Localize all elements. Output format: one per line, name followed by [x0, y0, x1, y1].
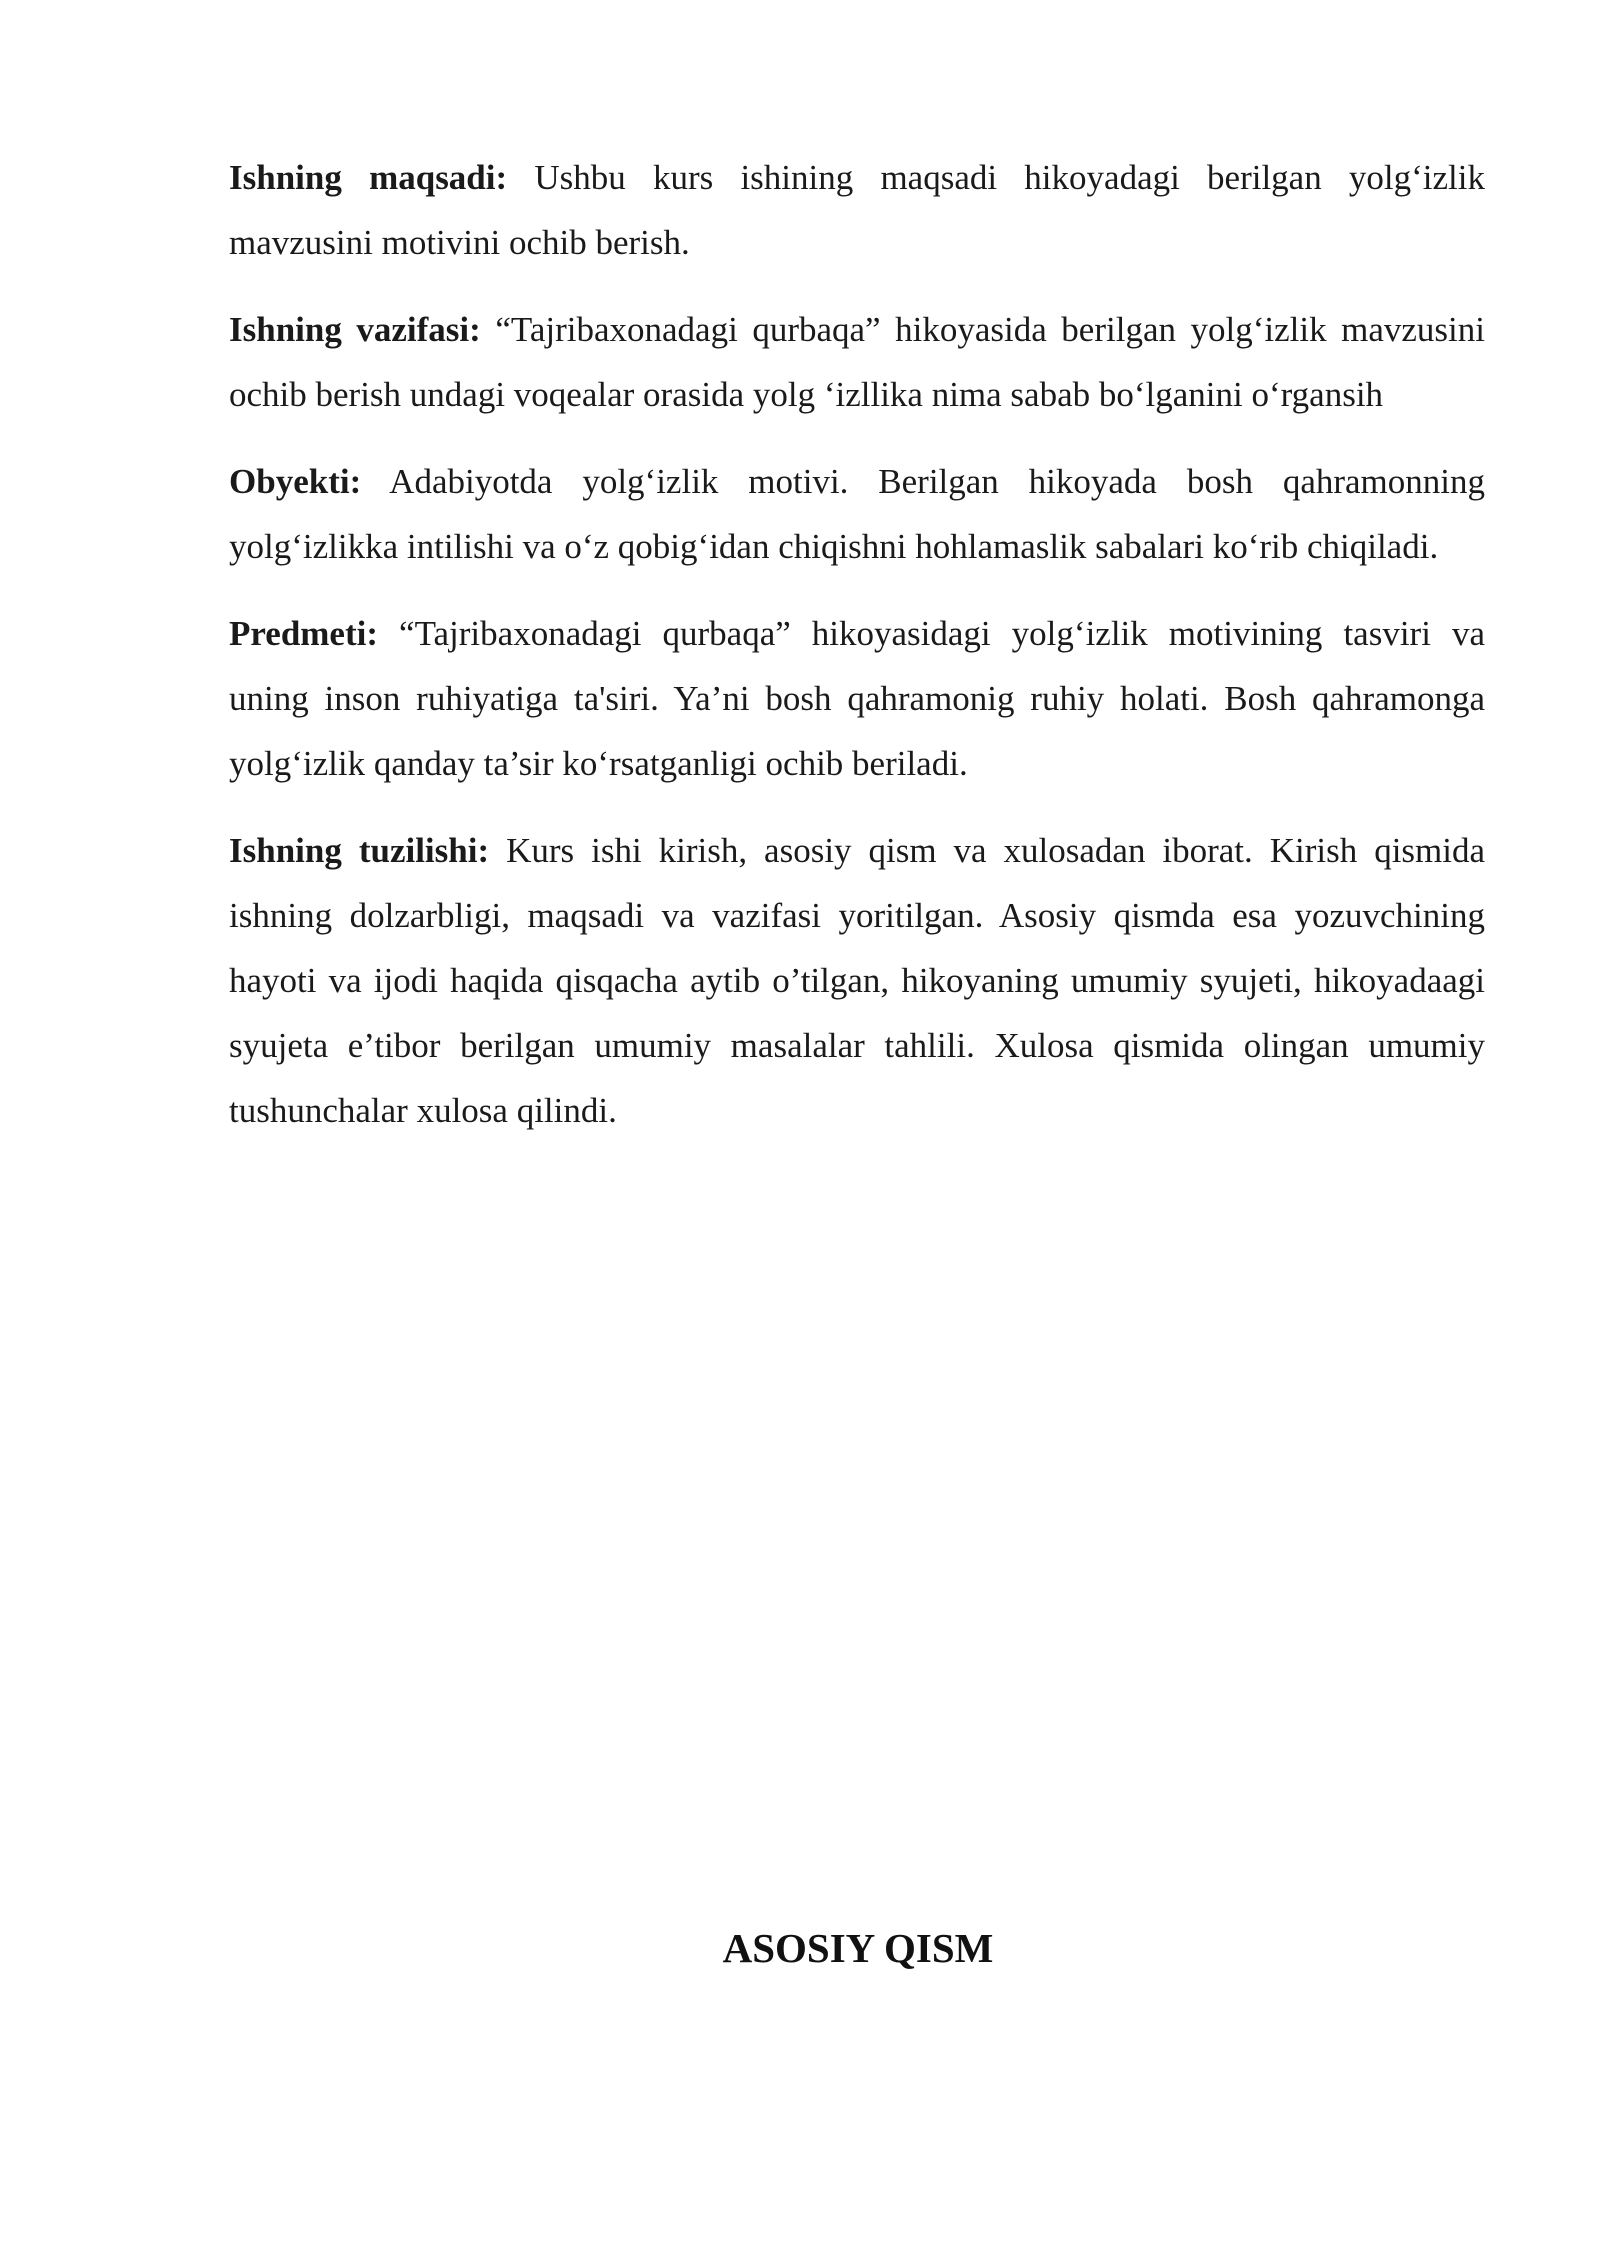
- paragraph-obyekti: [229, 449, 1485, 579]
- paragraph-text: Ushbu kurs ishining maqsadi hikoyadagi berilgan yolg‘izlik mavzusini motivini ochib berish.: [229, 158, 1485, 262]
- section-heading: ASOSIY QISM: [722, 1925, 994, 1971]
- paragraph-label: Ishning vazifasi:: [229, 310, 481, 349]
- paragraph-maqsadi: [229, 145, 1485, 275]
- paragraph-text: “Tajribaxonadagi qurbaqa” hikoyasida berilgan yolg‘izlik mavzusini ochib berish undagi voqealar orasida yolg ‘izllika nima sabab bo‘lganini o‘rgansih: [229, 310, 1485, 414]
- paragraph-text: Kurs ishi kirish, asosiy qism va xulosadan iborat. Kirish qismida ishning dolzarbligi, maqsadi va vazifasi yoritilgan. Asosiy qismda esa yozuvchining hayoti va ijodi haqida qisqacha aytib o’tilgan, hikoyaning umumiy syujeti, hikoyadaagi syujeta e’tibor berilgan umumiy masalalar tahlili. Xulosa qismida olingan umumiy tushunchalar xulosa qilindi.: [229, 831, 1486, 1130]
- paragraph-text: Adabiyotda yolg‘izlik motivi. Berilgan hikoyada bosh qahramonning yolg‘izlikka intilishi va o‘z qobig‘idan chiqishni hohlamaslik sabalari ko‘rib chiqiladi.: [229, 462, 1485, 566]
- paragraph-label: Obyekti:: [229, 462, 362, 501]
- paragraph-tuzilishi: [229, 818, 1485, 1143]
- paragraph-predmeti: [229, 601, 1485, 796]
- paragraph-label: Ishning tuzilishi:: [229, 831, 490, 870]
- paragraph-text: “Tajribaxonadagi qurbaqa” hikoyasidagi yolg‘izlik motivining tasviri va uning inson ruhiyatiga ta'siri. Ya’ni bosh qahramonig ruhiy holati. Bosh qahramonga yolg‘izlik qanday ta’sir ko‘rsatganligi ochib beriladi.: [229, 614, 1485, 783]
- paragraph-label: Ishning maqsadi:: [229, 158, 508, 197]
- paragraph-vazifasi: [229, 297, 1485, 427]
- paragraph-label: Predmeti:: [229, 614, 379, 653]
- document-body: [229, 145, 1485, 1165]
